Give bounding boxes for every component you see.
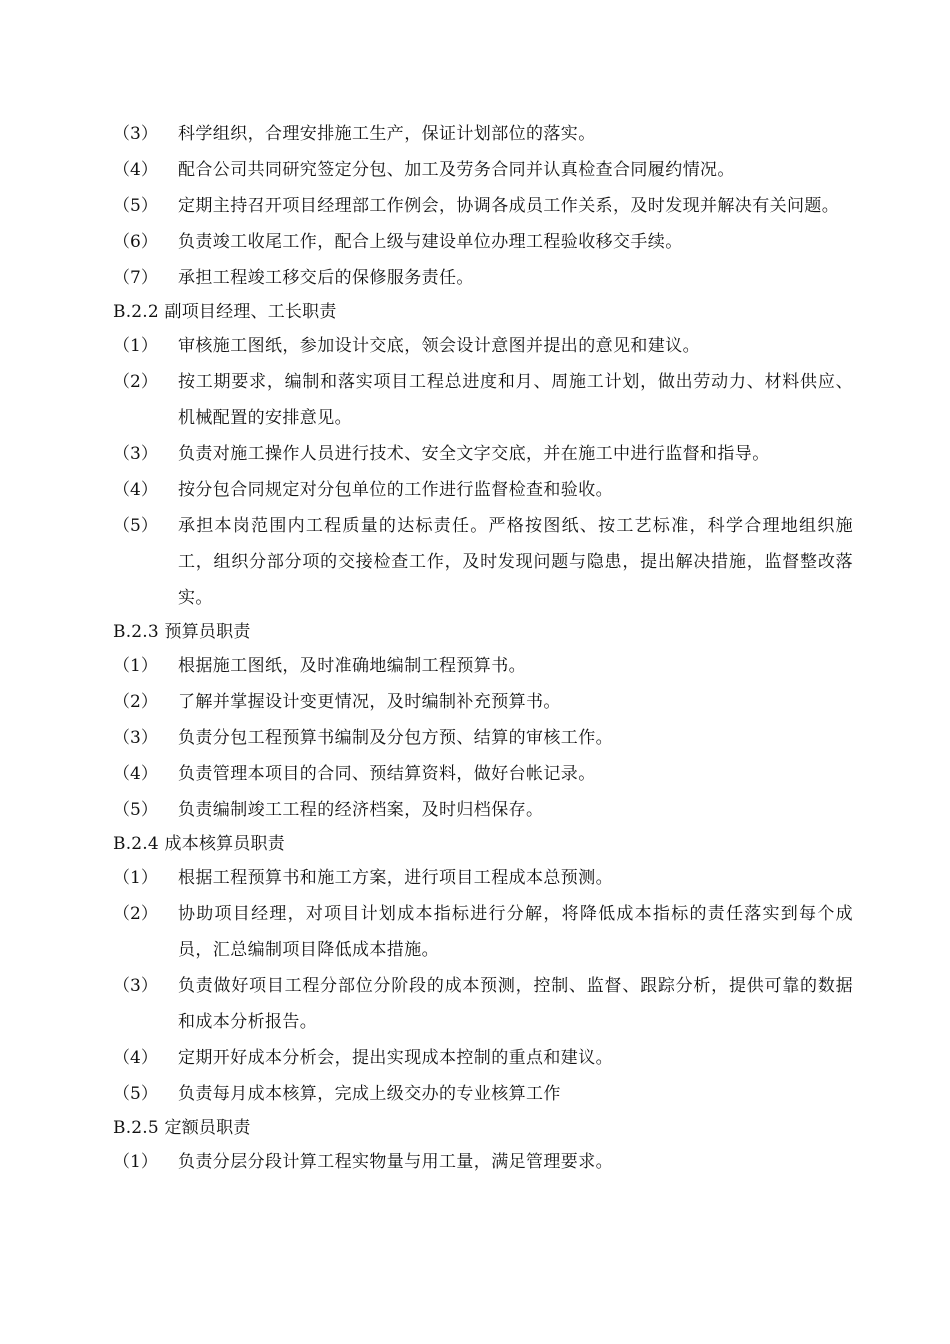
item-text: 负责每月成本核算，完成上级交办的专业核算工作	[178, 1084, 561, 1104]
item-text: 负责分包工程预算书编制及分包方预、结算的审核工作。	[178, 728, 613, 748]
list-item	[113, 152, 853, 188]
item-text: 承担本岗范围内工程质量的达标责任。严格按图纸、按工艺标准，科学合理地组织施工，组织分部分项的交接检查工作，及时发现问题与隐患，提出解决措施，监督整改落实。	[178, 516, 853, 608]
list-item	[113, 328, 853, 364]
item-number: （6）	[113, 232, 158, 252]
list-item	[113, 720, 853, 756]
item-number: （1）	[113, 868, 158, 888]
list-item	[113, 648, 853, 684]
list-item	[113, 472, 853, 508]
list-item	[113, 860, 853, 896]
document-content	[113, 116, 853, 1180]
item-text: 负责做好项目工程分部位分阶段的成本预测，控制、监督、跟踪分析，提供可靠的数据和成本分析报告。	[178, 976, 853, 1032]
item-number: （4）	[113, 764, 158, 784]
list-item	[113, 792, 853, 828]
list-item	[113, 968, 853, 1040]
section-heading: B.2.3 预算员职责	[113, 622, 251, 642]
item-text: 配合公司共同研究签定分包、加工及劳务合同并认真检查合同履约情况。	[178, 160, 735, 180]
item-text: 按工期要求，编制和落实项目工程总进度和月、周施工计划，做出劳动力、材料供应、机械配置的安排意见。	[178, 372, 853, 428]
item-number: （5）	[113, 516, 158, 536]
item-number: （3）	[113, 124, 158, 144]
section-heading: B.2.5 定额员职责	[113, 1118, 251, 1138]
item-number: （4）	[113, 480, 158, 500]
item-number: （2）	[113, 372, 158, 392]
list-item	[113, 224, 853, 260]
list-item	[113, 508, 853, 616]
list-item	[113, 756, 853, 792]
item-number: （5）	[113, 1084, 158, 1104]
item-text: 根据施工图纸，及时准确地编制工程预算书。	[178, 656, 526, 676]
item-number: （4）	[113, 160, 158, 180]
item-text: 定期主持召开项目经理部工作例会，协调各成员工作关系，及时发现并解决有关问题。	[178, 196, 840, 216]
item-number: （3）	[113, 444, 158, 464]
item-number: （7）	[113, 268, 158, 288]
item-text: 根据工程预算书和施工方案，进行项目工程成本总预测。	[178, 868, 613, 888]
item-text: 负责分层分段计算工程实物量与用工量，满足管理要求。	[178, 1152, 613, 1172]
item-text: 科学组织，合理安排施工生产，保证计划部位的落实。	[178, 124, 596, 144]
list-item	[113, 188, 853, 224]
item-number: （1）	[113, 336, 158, 356]
section-heading: B.2.2 副项目经理、工长职责	[113, 302, 337, 322]
item-text: 协助项目经理，对项目计划成本指标进行分解，将降低成本指标的责任落实到每个成员，汇总编制项目降低成本措施。	[178, 904, 853, 960]
item-text: 负责竣工收尾工作，配合上级与建设单位办理工程验收移交手续。	[178, 232, 683, 252]
list-item	[113, 1040, 853, 1076]
item-text: 负责编制竣工工程的经济档案，及时归档保存。	[178, 800, 544, 820]
item-number: （3）	[113, 728, 158, 748]
item-number: （4）	[113, 1048, 158, 1068]
item-number: （2）	[113, 904, 158, 924]
item-number: （1）	[113, 1152, 158, 1172]
item-number: （5）	[113, 800, 158, 820]
list-item	[113, 116, 853, 152]
list-item	[113, 1076, 853, 1112]
list-item	[113, 684, 853, 720]
item-number: （2）	[113, 692, 158, 712]
item-text: 了解并掌握设计变更情况，及时编制补充预算书。	[178, 692, 561, 712]
item-text: 负责管理本项目的合同、预结算资料，做好台帐记录。	[178, 764, 596, 784]
item-text: 承担工程竣工移交后的保修服务责任。	[178, 268, 474, 288]
item-text: 审核施工图纸，参加设计交底，领会设计意图并提出的意见和建议。	[178, 336, 700, 356]
list-item	[113, 364, 853, 436]
item-number: （5）	[113, 196, 158, 216]
item-text: 负责对施工操作人员进行技术、安全文字交底，并在施工中进行监督和指导。	[178, 444, 770, 464]
section-heading: B.2.4 成本核算员职责	[113, 834, 285, 854]
item-text: 按分包合同规定对分包单位的工作进行监督检查和验收。	[178, 480, 613, 500]
list-item	[113, 260, 853, 296]
item-number: （1）	[113, 656, 158, 676]
item-number: （3）	[113, 976, 158, 996]
list-item	[113, 436, 853, 472]
item-text: 定期开好成本分析会，提出实现成本控制的重点和建议。	[178, 1048, 613, 1068]
list-item	[113, 1144, 853, 1180]
list-item	[113, 896, 853, 968]
